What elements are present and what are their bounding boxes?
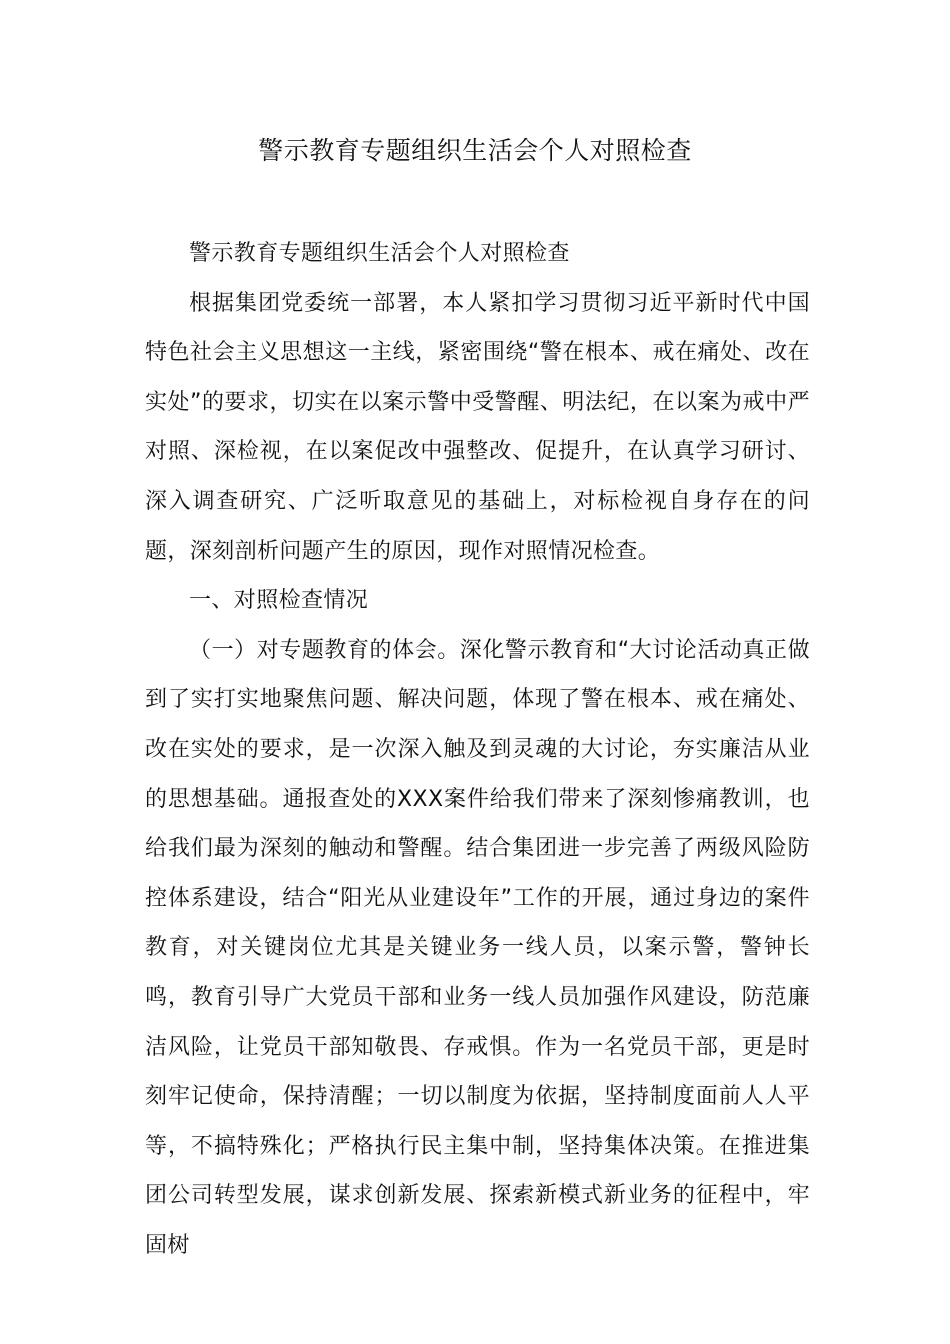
document-body (145, 229, 810, 1270)
section-paragraph: （一）对专题教育的体会。深化警示教育和“大讨论活动真正做到了实打实地聚焦问题、解决问题，体现了警在根本、戒在痛处、改在实处的要求，是一次深入触及到灵魂的大讨论，夯实廉洁从业的思想基础。通报查处的XXX案件给我们带来了深刻惨痛教训，也给我们最为深刻的触动和警醒。结合集团进一步完善了两级风险防控体系建设，结合“阳光从业建设年”工作的开展，通过身边的案件教育，对关键岗位尤其是关键业务一线人员，以案示警，警钟长鸣，教育引导广大党员干部和业务一线人员加强作风建设，防范廉洁风险，让党员干部知敬畏、存戒惧。作为一名党员干部，更是时刻牢记使命，保持清醒；一切以制度为依据，坚持制度面前人人平等，不搞特殊化；严格执行民主集中制，坚持集体决策。在推进集团公司转型发展，谋求创新发展、探索新模式新业务的征程中，牢固树 (145, 637, 810, 1258)
document-title: 警示教育专题组织生活会个人对照检查 (258, 136, 692, 165)
document-subtitle: 警示教育专题组织生活会个人对照检查 (189, 241, 570, 266)
intro-paragraph: 根据集团党委统一部署，本人紧扣学习贯彻习近平新时代中国特色社会主义思想这一主线，紧密围绕“警在根本、戒在痛处、改在实处”的要求，切实在以案示警中受警醒、明法纪，在以案为戒中严对照、深检视，在以案促改中强整改、促提升，在认真学习研讨、深入调查研究、广泛听取意见的基础上，对标检视自身存在的问题，深刻剖析问题产生的原因，现作对照情况检查。 (145, 290, 810, 564)
section-heading: 一、对照检查情况 (189, 588, 369, 614)
